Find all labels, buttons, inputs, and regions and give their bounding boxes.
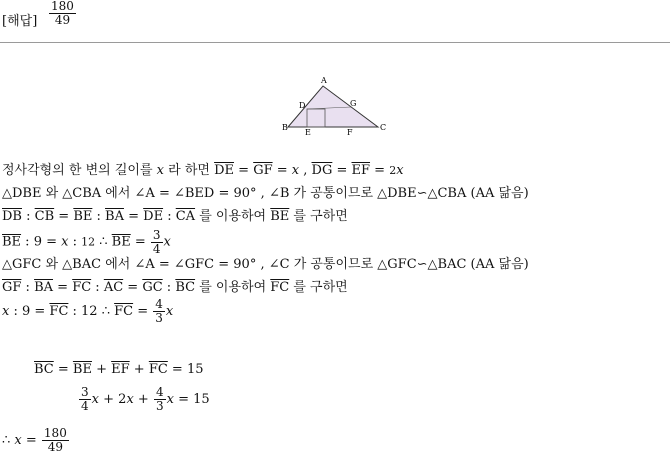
denominator: 3 [155, 311, 163, 325]
therefore-symbol: ∴ [2, 433, 15, 448]
op: + [129, 362, 149, 377]
denominator: 4 [81, 399, 89, 413]
text: 를 이용하여 [195, 209, 271, 224]
seg-CA: $\overline{CA}$ [175, 209, 196, 224]
op: = [53, 362, 73, 377]
answer-label: [해답] [2, 14, 38, 29]
numerator: 180 [43, 426, 67, 441]
op: = [133, 304, 153, 319]
op: : [162, 280, 176, 295]
final-fraction [42, 427, 69, 453]
solution-line-6 [2, 277, 348, 299]
seg-BE: $\overline{BE}$ [111, 234, 131, 250]
numerator: 4 [155, 385, 164, 400]
seg-BC: $\overline{BC}$ [34, 362, 54, 377]
equation-bc-sum [34, 359, 204, 381]
fraction-3-4 [151, 229, 163, 255]
op: = [53, 280, 73, 295]
seg-FC: $\overline{FC}$ [148, 362, 168, 377]
seg-DE: $\overline{DE}$ [143, 209, 164, 224]
op: = [332, 163, 352, 178]
seg-GC: $\overline{GC}$ [142, 280, 163, 295]
text: 를 구하면 [289, 209, 348, 224]
num: 2 [389, 164, 397, 177]
var-x: x [163, 234, 171, 250]
solution-line-7 [2, 298, 173, 326]
op: , [299, 163, 312, 178]
numerator: 3 [152, 228, 161, 242]
seg-DG: $\overline{DG}$ [311, 163, 333, 178]
label-D: D [299, 101, 306, 110]
op: : [21, 280, 35, 295]
seg-EF: $\overline{EF}$ [111, 362, 130, 377]
label-G: G [350, 99, 357, 108]
seg-FC: $\overline{FC}$ [114, 304, 134, 319]
denominator: 49 [47, 440, 64, 454]
seg-CB: $\overline{CB}$ [34, 209, 55, 224]
answer-fraction [49, 0, 76, 26]
op: = [130, 234, 150, 250]
fraction-4-3 [154, 386, 166, 412]
var-x: x [165, 304, 174, 319]
op: : [92, 209, 106, 224]
numerator: 4 [155, 297, 163, 312]
op: : [68, 234, 82, 250]
seg-AC: $\overline{AC}$ [103, 280, 124, 295]
op: : 9 = [9, 304, 50, 319]
op: : 12 ∴ [68, 304, 115, 319]
fraction-3-4 [79, 386, 91, 412]
triangle-figure [280, 74, 392, 138]
seg-GF: $\overline{GF}$ [253, 163, 273, 178]
label-B: B [282, 123, 288, 132]
seg-FC: $\overline{FC}$ [72, 280, 92, 295]
op: = [272, 163, 292, 178]
op: + [98, 392, 119, 407]
op: ∴ [95, 234, 112, 250]
label-A: A [321, 76, 327, 85]
seg-GF: $\overline{GF}$ [2, 280, 22, 295]
text: 를 구하면 [289, 280, 348, 295]
seg-BE: $\overline{BE}$ [72, 362, 92, 377]
var-x: x [166, 392, 174, 407]
var-x: x [156, 163, 165, 178]
solution-line-2: △DBE 와 △CBA 에서 ∠A = ∠BED = 90° , ∠B 가 공통이므로 △DBE∽△CBA (AA 닮음) [2, 186, 529, 201]
seg-DE: $\overline{DE}$ [214, 163, 235, 178]
op: = [123, 209, 144, 224]
var-x: x [14, 433, 22, 448]
answer-numerator: 180 [51, 0, 74, 13]
num: 2 [118, 392, 127, 407]
fraction-4-3 [153, 298, 165, 324]
var-x: x [396, 163, 404, 178]
answer-denominator: 49 [54, 12, 71, 27]
numerator: 3 [81, 385, 89, 400]
op: + [133, 392, 153, 407]
equation-fraction-sum [78, 384, 210, 416]
op: = [370, 163, 390, 178]
op: = 15 [167, 362, 204, 377]
solution-line-4 [2, 229, 171, 255]
seg-BE: $\overline{BE}$ [73, 209, 93, 224]
op: : 9 = [21, 234, 62, 250]
seg-BC: $\overline{BC}$ [175, 280, 196, 295]
seg-BA: $\overline{BA}$ [105, 209, 124, 224]
seg-BA: $\overline{BA}$ [34, 280, 54, 295]
seg-FC: $\overline{FC}$ [270, 280, 290, 295]
var-x: x [91, 392, 99, 407]
var-x: x [61, 234, 69, 250]
solution-line-3 [2, 206, 348, 228]
denominator: 3 [155, 399, 164, 413]
seg-EF: $\overline{EF}$ [351, 163, 371, 178]
label-E: E [305, 128, 311, 137]
solution-line-5: △GFC 와 △BAC 에서 ∠A = ∠GFC = 90° , ∠C 가 공통이므로 △GFC∽△BAC (AA 닮음) [2, 257, 529, 272]
solution-line-1 [2, 160, 404, 182]
var-x: x [126, 392, 134, 407]
op: = [234, 163, 254, 178]
final-answer [2, 426, 70, 456]
var-x: x [291, 163, 300, 178]
op: = 15 [173, 392, 210, 407]
section-divider [0, 42, 670, 43]
text: 라 하면 [164, 163, 215, 178]
seg-FC: $\overline{FC}$ [49, 304, 69, 319]
denominator: 4 [152, 241, 161, 256]
var-x: x [2, 304, 10, 319]
op: + [91, 362, 112, 377]
label-C: C [380, 123, 387, 132]
text: 를 이용하여 [195, 280, 271, 295]
op: : [91, 280, 104, 295]
text: 정사각형의 한 변의 길이를 [2, 163, 157, 178]
op: = [123, 280, 143, 295]
op: = [54, 209, 74, 224]
seg-BE: $\overline{BE}$ [270, 209, 290, 224]
seg-DB: $\overline{DB}$ [2, 209, 22, 224]
seg-BE: $\overline{BE}$ [2, 234, 22, 250]
op: : [163, 209, 176, 224]
op: = [21, 433, 41, 448]
op: : [21, 209, 35, 224]
label-F: F [347, 128, 353, 137]
num: 12 [81, 235, 96, 249]
